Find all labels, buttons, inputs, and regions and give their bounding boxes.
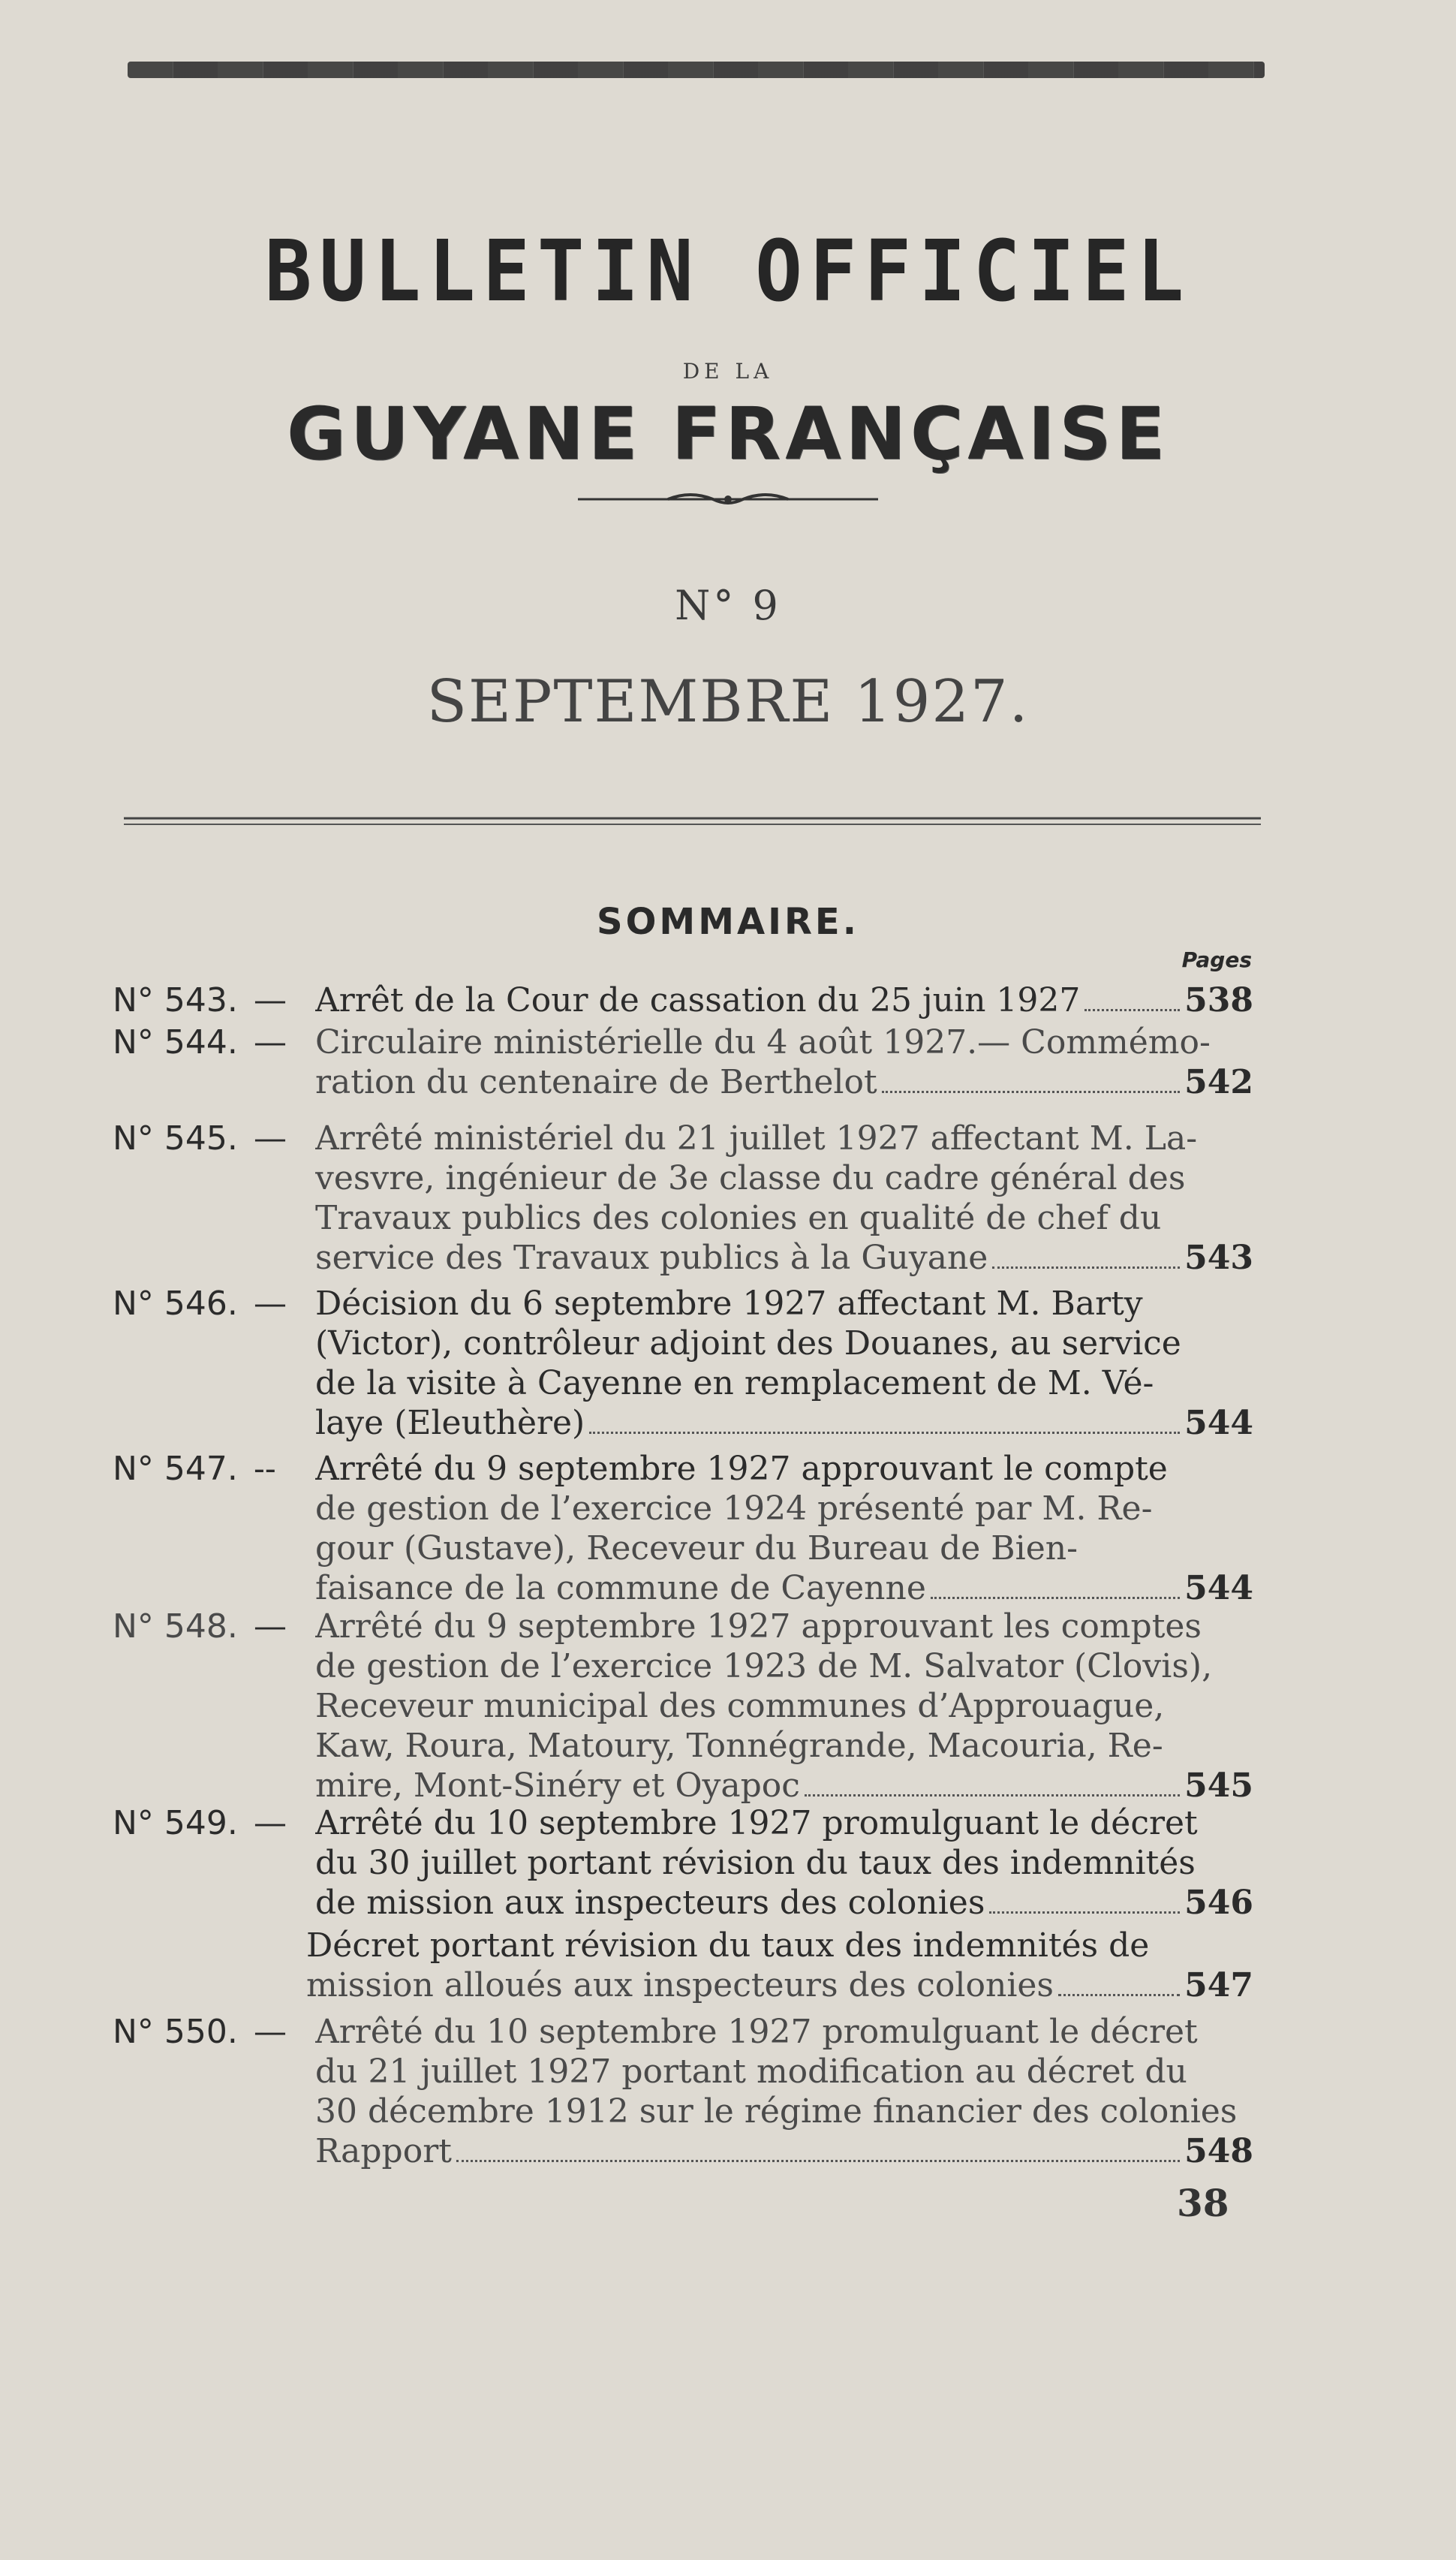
subentry-line: mission alloués aux inspecteurs des colonies [306, 1966, 1054, 2004]
entry-number: N° 545. [113, 1119, 238, 1158]
guyane-title: GUYANE FRANÇAISE [286, 392, 1170, 476]
entry-dash: — [254, 1119, 287, 1158]
entry-line: Arrêt de la Cour de cassation du 25 juin 1927 [315, 981, 1081, 1019]
entry-line: de gestion de l’exercice 1923 de M. Salvator (Clovis), [315, 1647, 1213, 1685]
entry-line: de mission aux inspecteurs des colonies [315, 1884, 985, 1922]
bulletin-title: BULLETIN OFFICIEL [264, 221, 1192, 321]
entry-page: 543 [1184, 1239, 1253, 1277]
entry-page: 538 [1184, 981, 1253, 1019]
title-de-la: DE LA [682, 359, 774, 384]
entry-dash: -- [254, 1450, 276, 1488]
entry-line: Rapport [315, 2132, 452, 2170]
entry-line: laye (Eleuthère) [315, 1404, 585, 1442]
entry-dash: — [254, 1607, 287, 1646]
entry-line: mire, Mont-Sinéry et Oyapoc [315, 1766, 800, 1805]
entry-number: N° 546. [113, 1285, 238, 1323]
entry-line: Arrêté du 9 septembre 1927 approuvant le compte [315, 1450, 1168, 1488]
issue-number: N° 9 [675, 582, 781, 629]
entry-line: Kaw, Roura, Matoury, Tonnégrande, Macouria, Re- [315, 1727, 1163, 1765]
entry-number: N° 549. [113, 1804, 238, 1842]
entry-line: service des Travaux publics à la Guyane [315, 1239, 988, 1277]
toc-subentry [306, 1926, 1253, 2005]
entry-line: du 21 juillet 1927 portant modification au décret du [315, 2053, 1187, 2091]
top-rule [128, 62, 1265, 78]
entry-page: 544 [1184, 1404, 1253, 1442]
entry-line: 30 décembre 1912 sur le régime financier des colonies [315, 2092, 1238, 2131]
entry-page: 546 [1184, 1884, 1253, 1922]
section-rule [124, 816, 1261, 828]
entry-page: 548 [1184, 2132, 1253, 2170]
entry-number: N° 544. [113, 1023, 238, 1062]
entry-line: Arrêté du 9 septembre 1927 approuvant les comptes [315, 1607, 1202, 1646]
entry-line: Circulaire ministérielle du 4 août 1927.— Commémo- [315, 1023, 1211, 1062]
entry-dash: — [254, 1023, 287, 1062]
entry-line: gour (Gustave), Receveur du Bureau de Bien- [315, 1529, 1078, 1568]
entry-number: N° 543. [113, 981, 238, 1019]
entry-line: Arrêté du 10 septembre 1927 promulguant le décret [315, 1804, 1198, 1842]
entry-dash: — [254, 981, 287, 1019]
entry-line: de la visite à Cayenne en remplacement de M. Vé- [315, 1364, 1154, 1402]
entry-line: Receveur municipal des communes d’Approuague, [315, 1687, 1165, 1725]
sommaire-heading: SOMMAIRE. [597, 901, 859, 943]
entry-line: de gestion de l’exercice 1924 présenté par M. Re- [315, 1489, 1153, 1528]
issue-date: SEPTEMBRE 1927. [426, 668, 1030, 736]
entry-number: N° 548. [113, 1607, 238, 1646]
page-number: 38 [1177, 2181, 1229, 2225]
entry-line: (Victor), contrôleur adjoint des Douanes, au service [315, 1324, 1181, 1363]
entry-line: ration du centenaire de Berthelot [315, 1063, 877, 1101]
entry-dash: — [254, 1285, 287, 1323]
entry-number: N° 550. [113, 2013, 238, 2051]
pages-column-label: Pages [1181, 947, 1252, 972]
entry-line: Travaux publics des colonies en qualité de chef du [315, 1199, 1162, 1237]
entry-line: Arrêté ministériel du 21 juillet 1927 affectant M. La- [315, 1119, 1198, 1158]
entry-line: Arrêté du 10 septembre 1927 promulguant le décret [315, 2013, 1198, 2051]
ornament-divider [578, 488, 878, 510]
entry-line: Décision du 6 septembre 1927 affectant M. Barty [315, 1285, 1143, 1323]
entry-line: faisance de la commune de Cayenne [315, 1569, 926, 1607]
entry-page: 542 [1184, 1063, 1253, 1101]
entry-page: 544 [1184, 1569, 1253, 1607]
entry-page: 545 [1184, 1766, 1253, 1805]
entry-dash: — [254, 1804, 287, 1842]
entry-line: vesvre, ingénieur de 3e classe du cadre général des [315, 1159, 1186, 1197]
subentry-page: 547 [1184, 1966, 1253, 2004]
subentry-line: Décret portant révision du taux des indemnités de [306, 1926, 1150, 1965]
entry-dash: — [254, 2013, 287, 2051]
entry-number: N° 547. [113, 1450, 238, 1488]
entry-line: du 30 juillet portant révision du taux des indemnités [315, 1844, 1196, 1882]
